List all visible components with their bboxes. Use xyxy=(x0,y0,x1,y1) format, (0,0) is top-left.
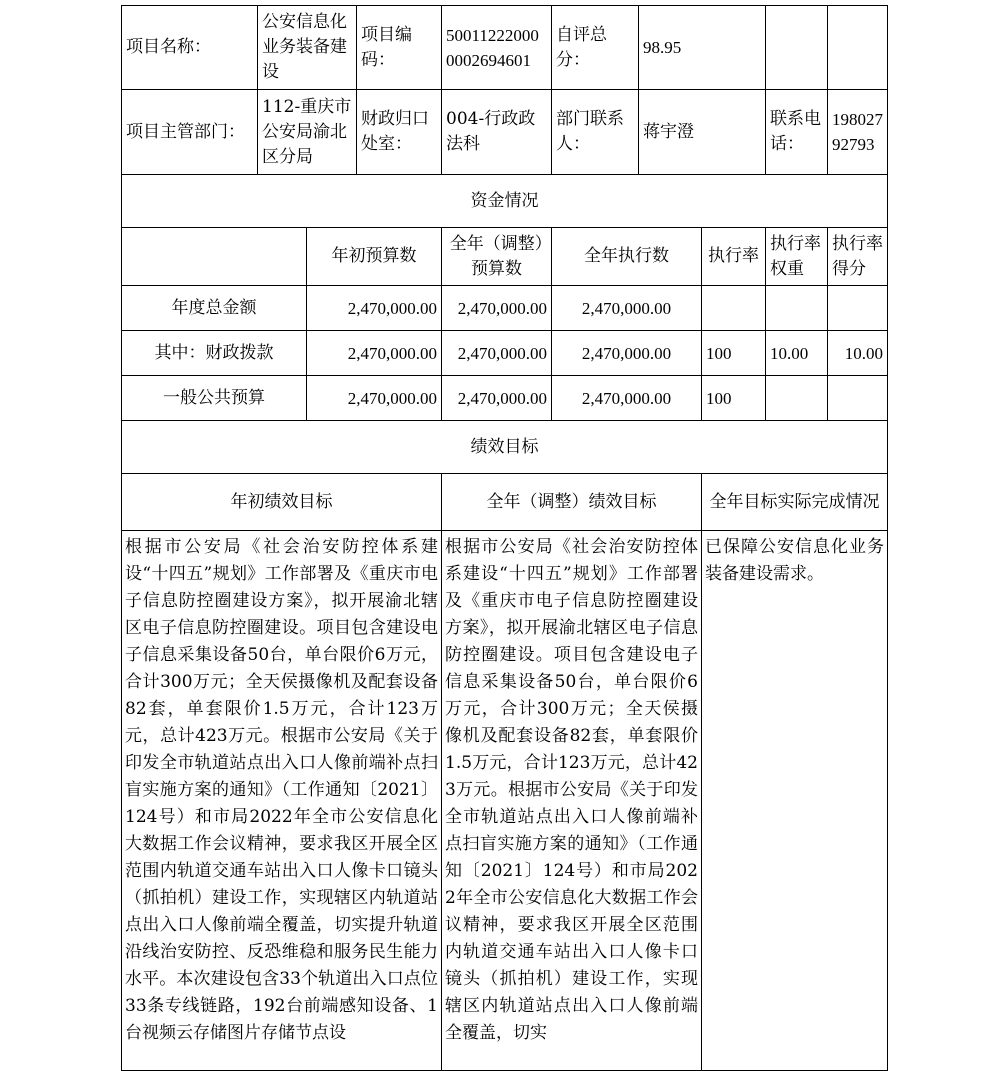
funds-row-total xyxy=(122,286,888,331)
funds-weight-value: 10.00 xyxy=(766,331,828,376)
self-score-label: 自评总分： xyxy=(552,6,639,90)
funds-initial-value: 2,470,000.00 xyxy=(307,286,442,331)
funds-rate-value: 100 xyxy=(702,376,766,421)
contact-person-value: 蒋宇澄 xyxy=(639,90,766,175)
funds-initial-value: 2,470,000.00 xyxy=(307,331,442,376)
funds-section-title: 资金情况 xyxy=(122,175,888,228)
info-row-2 xyxy=(122,90,888,175)
funds-score-value xyxy=(828,286,888,331)
goals-header-actual: 全年目标实际完成情况 xyxy=(702,474,888,531)
finance-value: 004-行政政法科 xyxy=(442,90,552,175)
goals-header-row xyxy=(122,474,888,531)
adjusted-goal-text: 根据市公安局《社会治安防控体系建设“十四五”规划》工作部署及《重庆市电子信息防控圈建设方案》，拟开展渝北辖区电子信息防控圈建设。项目包含建设电子信息采集设备50台，单台限价6万元，合计300万元；全天侯摄像机及配套设备82套，单套限价1.5万元，合计123万元，总计423万元。根据市公安局《关于印发全市轨道站点出入口人像前端补点扫盲实施方案的通知》（工作通知〔2021〕124号）和市局2022年全市公安信息化大数据工作会议精神，要求我区开展全区范围内轨道交通车站出入口人像卡口镜头（抓拍机）建设工作，实现辖区内轨道站点出入口人像前端全覆盖，切实 xyxy=(445,536,698,1043)
funds-section-row xyxy=(122,175,888,228)
empty-cell xyxy=(828,6,888,90)
funds-executed-value: 2,470,000.00 xyxy=(552,331,702,376)
funds-row-finance xyxy=(122,331,888,376)
funds-header-adjusted: 全年（调整）预算数 xyxy=(442,228,552,286)
funds-weight-value xyxy=(766,376,828,421)
contact-person-label: 部门联系人： xyxy=(552,90,639,175)
funds-score-value xyxy=(828,376,888,421)
self-score-value: 98.95 xyxy=(639,6,766,90)
funds-rate-value xyxy=(702,286,766,331)
goals-section-title: 绩效目标 xyxy=(122,421,888,474)
goals-header-initial: 年初绩效目标 xyxy=(122,474,442,531)
goals-header-adjusted: 全年（调整）绩效目标 xyxy=(442,474,702,531)
funds-row-label: 其中：财政拨款 xyxy=(122,331,307,376)
funds-weight-value xyxy=(766,286,828,331)
phone-label: 联系电话： xyxy=(766,90,828,175)
funds-row-label: 年度总金额 xyxy=(122,286,307,331)
dept-value: 112-重庆市公安局渝北区分局 xyxy=(258,90,357,175)
funds-rate-value: 100 xyxy=(702,331,766,376)
funds-header-rate: 执行率 xyxy=(702,228,766,286)
funds-header-initial: 年初预算数 xyxy=(307,228,442,286)
funds-adjusted-value: 2,470,000.00 xyxy=(442,286,552,331)
funds-adjusted-value: 2,470,000.00 xyxy=(442,331,552,376)
project-code-value: 500112220000002694601 xyxy=(442,6,552,90)
actual-completion-text: 已保障公安信息化业务装备建设需求。 xyxy=(705,536,884,584)
funds-executed-value: 2,470,000.00 xyxy=(552,286,702,331)
funds-header-blank xyxy=(122,228,307,286)
initial-goal-text: 根据市公安局《社会治安防控体系建设“十四五”规划》工作部署及《重庆市电子信息防控圈建设方案》，拟开展渝北辖区电子信息防控圈建设。项目包含建设电子信息采集设备50台，单台限价6万元，合计300万元；全天侯摄像机及配套设备82套，单套限价1.5万元，合计123万元，总计423万元。根据市公安局《关于印发全市轨道站点出入口人像前端补点扫盲实施方案的通知》（工作通知〔2021〕124号）和市局2022年全市公安信息化大数据工作会议精神，要求我区开展全区范围内轨道交通车站出入口人像卡口镜头（抓拍机）建设工作，实现辖区内轨道站点出入口人像前端全覆盖，切实提升轨道沿线治安防控、反恐维稳和服务民生能力水平。本次建设包含33个轨道出入口点位33条专线链路，192台前端感知设备、1台视频云存储图片存储节点设 xyxy=(125,536,438,1043)
info-row-1 xyxy=(122,6,888,90)
project-code-label: 项目编码： xyxy=(357,6,442,90)
funds-initial-value: 2,470,000.00 xyxy=(307,376,442,421)
funds-header-row xyxy=(122,228,888,286)
phone-value: 19802792793 xyxy=(828,90,888,175)
project-name-value: 公安信息化业务装备建设 xyxy=(258,6,357,90)
goals-section-row xyxy=(122,421,888,474)
empty-cell xyxy=(766,6,828,90)
project-name-label: 项目名称： xyxy=(122,6,258,90)
funds-adjusted-value: 2,470,000.00 xyxy=(442,376,552,421)
funds-row-general xyxy=(122,376,888,421)
funds-header-executed: 全年执行数 xyxy=(552,228,702,286)
finance-label: 财政归口处室： xyxy=(357,90,442,175)
dept-label: 项目主管部门： xyxy=(122,90,258,175)
funds-header-score: 执行率得分 xyxy=(828,228,888,286)
funds-executed-value: 2,470,000.00 xyxy=(552,376,702,421)
funds-header-weight: 执行率权重 xyxy=(766,228,828,286)
goals-content-row xyxy=(122,531,888,1071)
funds-score-value: 10.00 xyxy=(828,331,888,376)
funds-row-label: 一般公共预算 xyxy=(122,376,307,421)
performance-table xyxy=(121,5,888,1071)
